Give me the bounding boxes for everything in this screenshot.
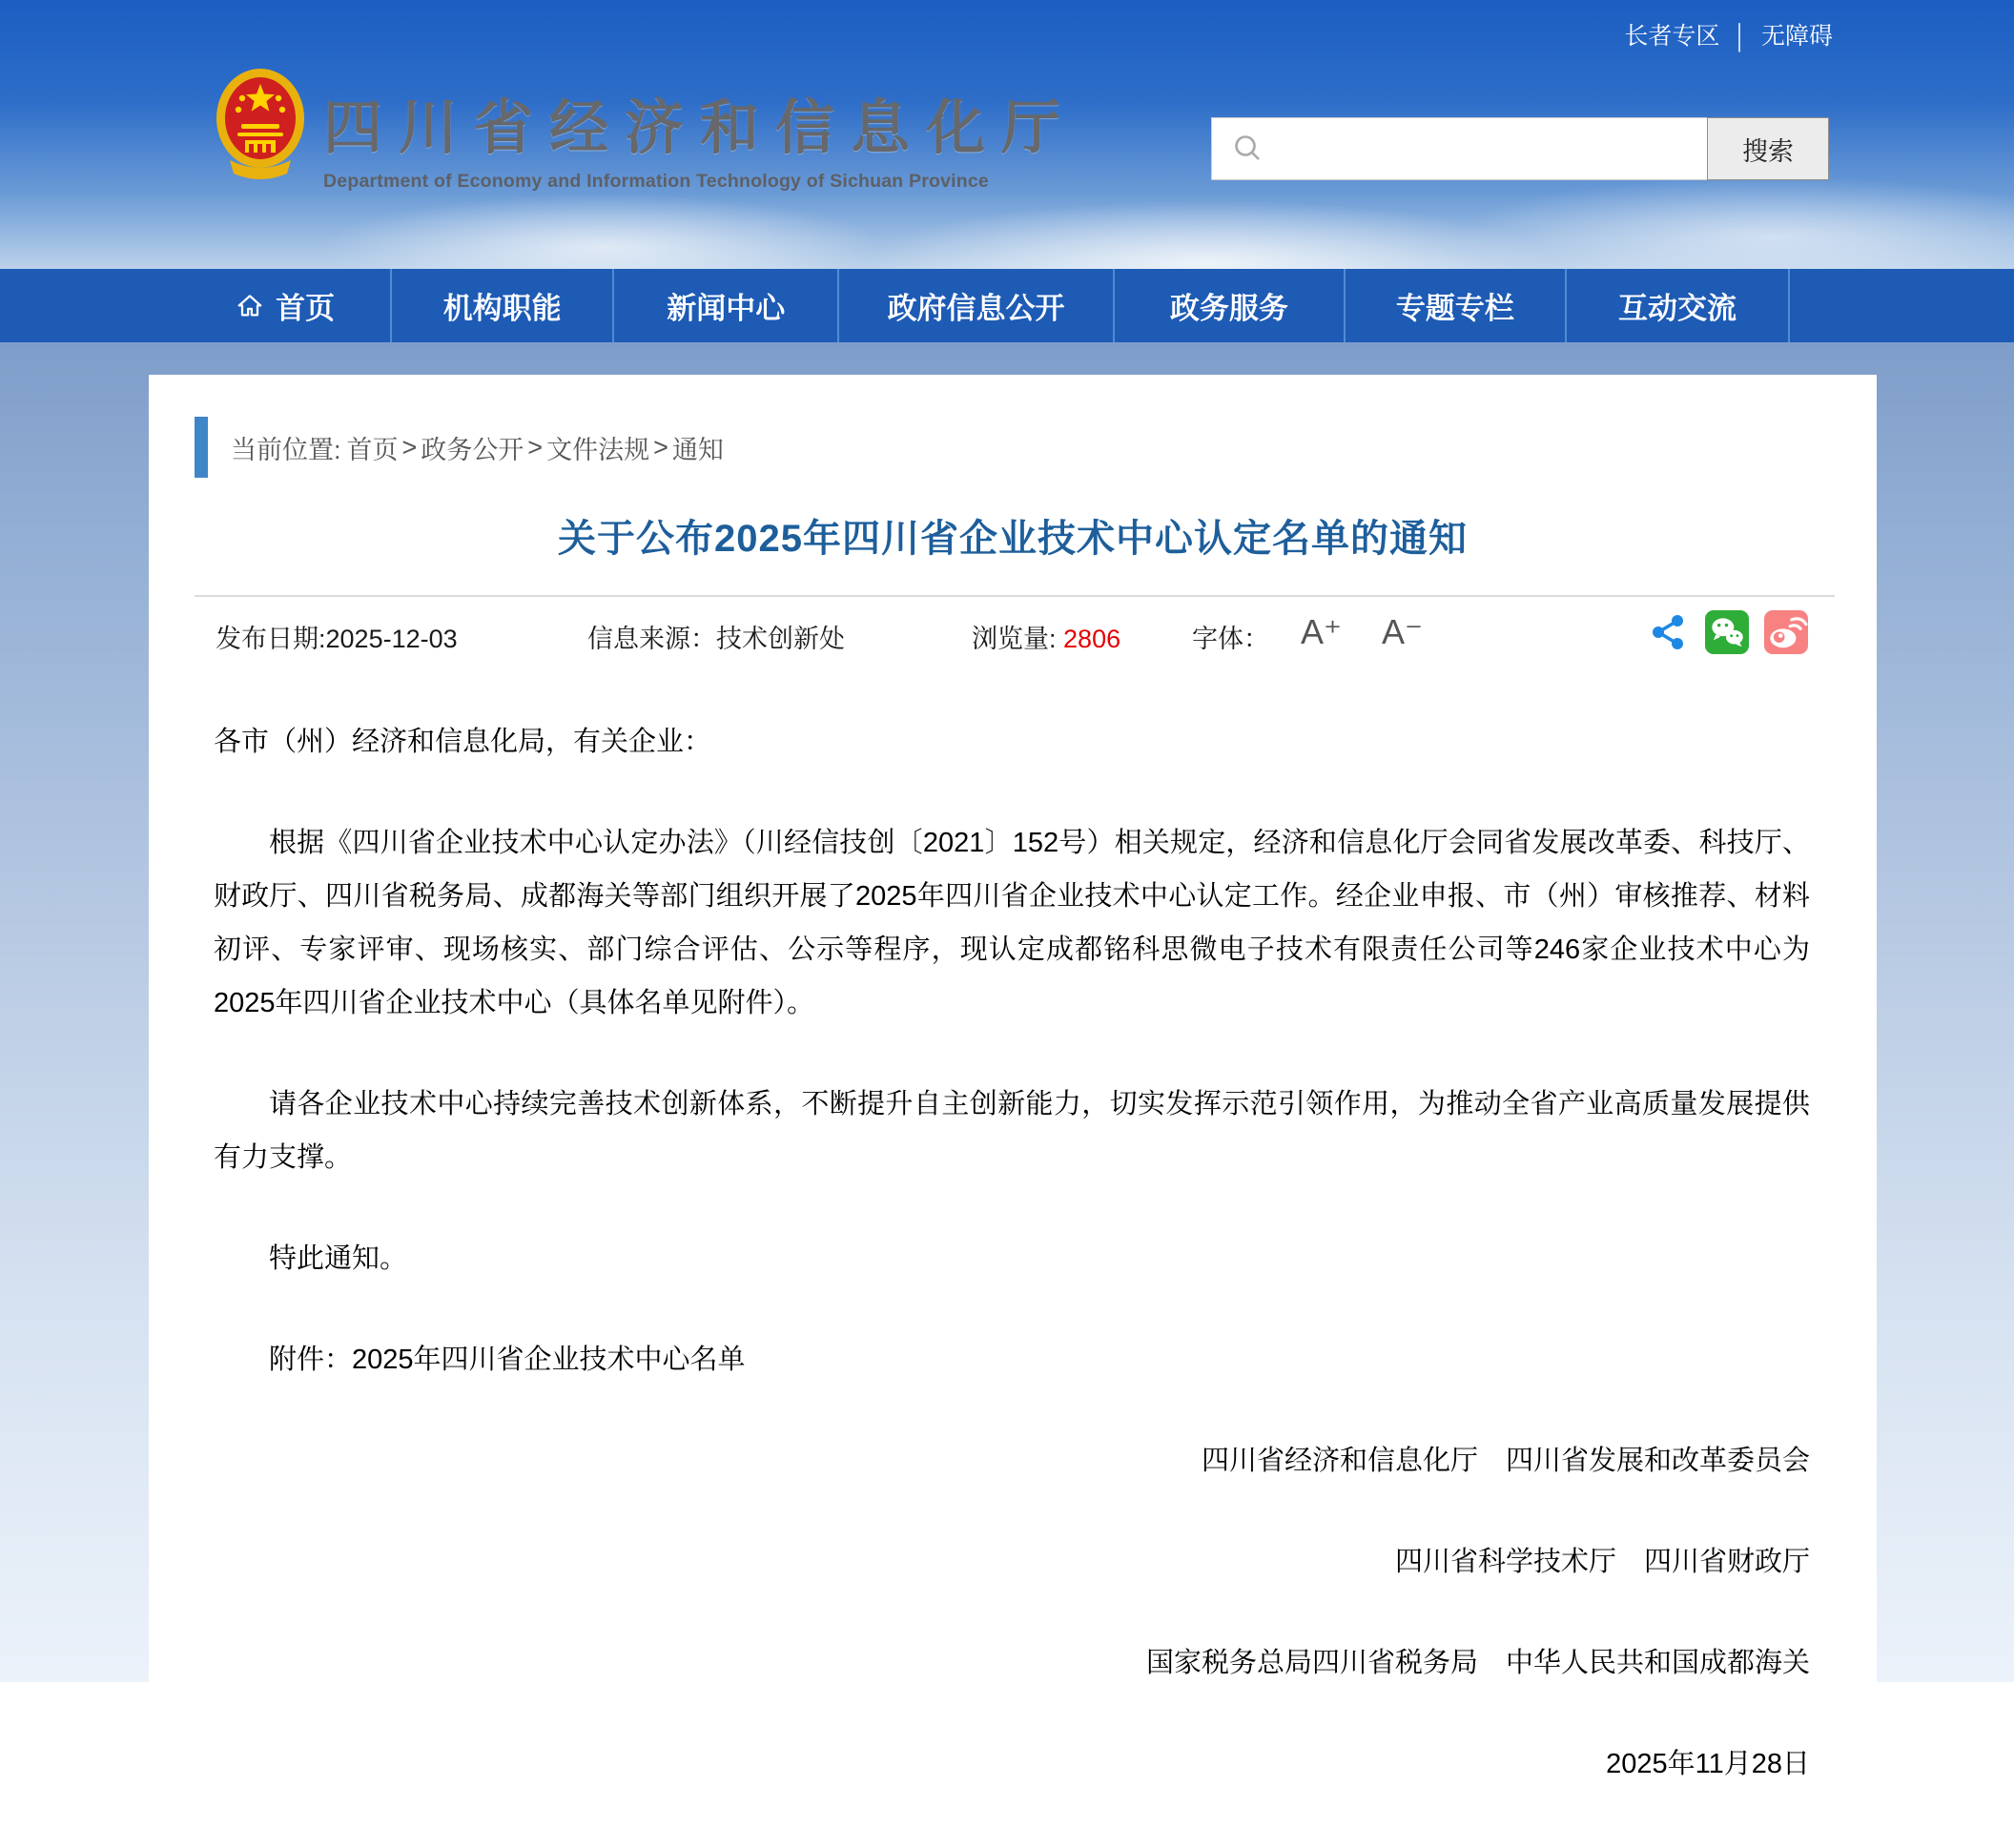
breadcrumb-separator: > (401, 432, 418, 462)
nav-item-functions[interactable] (392, 269, 614, 342)
weibo-share-icon[interactable] (1764, 610, 1808, 654)
search-button[interactable]: 搜索 (1707, 117, 1829, 180)
body-paragraph-1: 根据《四川省企业技术中心认定办法》（川经信技创〔2021〕152号）相关规定，经济和信息化厅会同省发展改革委、科技厅、财政厅、四川省税务局、成都海关等部门组织开展了2025年四川省企业技术中心认定工作。经企业申报、市（州）审核推荐、材料初评、专家评审、现场核实、部门综合评估、公示等程序，现认定成都铭科思微电子技术有限责任公司等246家企业技术中心为2025年四川省企业技术中心（具体名单见附件）。 (214, 828, 1810, 1018)
signature-line-1: 四川省经济和信息化厅 四川省发展和改革委员会 (1201, 1446, 1810, 1476)
topbar (1624, 17, 1833, 51)
share-icon[interactable] (1648, 611, 1690, 653)
search-bar (1211, 117, 1829, 180)
document-date: 2025年11月28日 (1606, 1749, 1810, 1779)
nav-item-label: 专题专栏 (1395, 292, 1514, 325)
attachment-line: 附件：2025年四川省企业技术中心名单 (269, 1345, 746, 1375)
nav-item-services[interactable] (1115, 269, 1346, 342)
article-meta (195, 595, 1835, 669)
breadcrumb-regulations-link[interactable]: 文件法规 (546, 435, 650, 464)
notice-paragraph: 特此通知。 (269, 1243, 408, 1274)
search-icon (1232, 133, 1264, 165)
nav-item-label: 政务服务 (1169, 292, 1288, 325)
publish-date: 发布日期:2025-12-03 (216, 625, 458, 653)
breadcrumb (149, 375, 1877, 478)
font-size-label: 字体： (1192, 625, 1269, 653)
nav-item-label: 互动交流 (1617, 292, 1737, 325)
content-background (0, 342, 2014, 1779)
site-brand (215, 67, 1077, 193)
signature-line-2: 四川省科学技术厅 四川省财政厅 (1394, 1547, 1810, 1577)
article-title: 关于公布2025年四川省企业技术中心认定名单的通知 (558, 518, 1468, 560)
nav-item-label: 首页 (276, 292, 336, 325)
article-panel (149, 375, 1877, 1848)
salutation-paragraph: 各市（州）经济和信息化局，有关企业： (214, 727, 712, 757)
signature-line-3: 国家税务总局四川省税务局 中华人民共和国成都海关 (1145, 1648, 1810, 1678)
nav-item-label: 机构职能 (442, 292, 562, 325)
brand-text (323, 67, 1077, 193)
elder-zone-link[interactable]: 长者专区 (1624, 23, 1720, 50)
nav-item-news[interactable] (614, 269, 839, 342)
view-count: 浏览量: 2806 (972, 625, 1121, 653)
breadcrumb-gov-open-link[interactable]: 政务公开 (421, 435, 524, 464)
accessibility-link[interactable]: 无障碍 (1760, 23, 1833, 50)
breadcrumb-separator: > (527, 432, 544, 462)
breadcrumb-accent-bar (195, 417, 208, 478)
national-emblem-icon (215, 67, 306, 181)
home-icon (236, 292, 264, 320)
site-header (0, 0, 2014, 269)
share-buttons (1648, 610, 1808, 654)
nav-item-label: 新闻中心 (667, 292, 786, 325)
nav-item-interaction[interactable] (1567, 269, 1790, 342)
info-source: 信息来源：技术创新处 (587, 625, 845, 653)
nav-item-home[interactable] (180, 269, 392, 342)
article-body (149, 669, 1877, 1791)
font-increase-button[interactable]: A⁺ (1301, 612, 1343, 651)
view-count-number: 2806 (1063, 625, 1121, 653)
nav-item-gov-info[interactable] (839, 269, 1115, 342)
breadcrumb-home-link[interactable]: 首页 (346, 435, 399, 464)
search-input[interactable] (1211, 117, 1707, 180)
wechat-share-icon[interactable] (1705, 610, 1749, 654)
breadcrumb-separator: > (653, 432, 668, 462)
topbar-separator: │ (1733, 23, 1748, 51)
site-subtitle: Department of Economy and Information Technology of Sichuan Province (323, 171, 989, 192)
site-title: 四川省经济和信息化厅 (323, 95, 1078, 161)
font-decrease-button[interactable]: A⁻ (1382, 612, 1424, 651)
nav-item-special-topics[interactable] (1346, 269, 1567, 342)
breadcrumb-label: 当前位置: (231, 435, 341, 464)
nav-item-label: 政府信息公开 (887, 292, 1065, 325)
main-nav (0, 269, 2014, 342)
main-nav-inner (180, 269, 1790, 342)
breadcrumb-notice-link[interactable]: 通知 (671, 435, 724, 464)
body-paragraph-2: 请各企业技术中心持续完善技术创新体系，不断提升自主创新能力，切实发挥示范引领作用，为推动全省产业高质量发展提供有力支撑。 (214, 1089, 1810, 1173)
